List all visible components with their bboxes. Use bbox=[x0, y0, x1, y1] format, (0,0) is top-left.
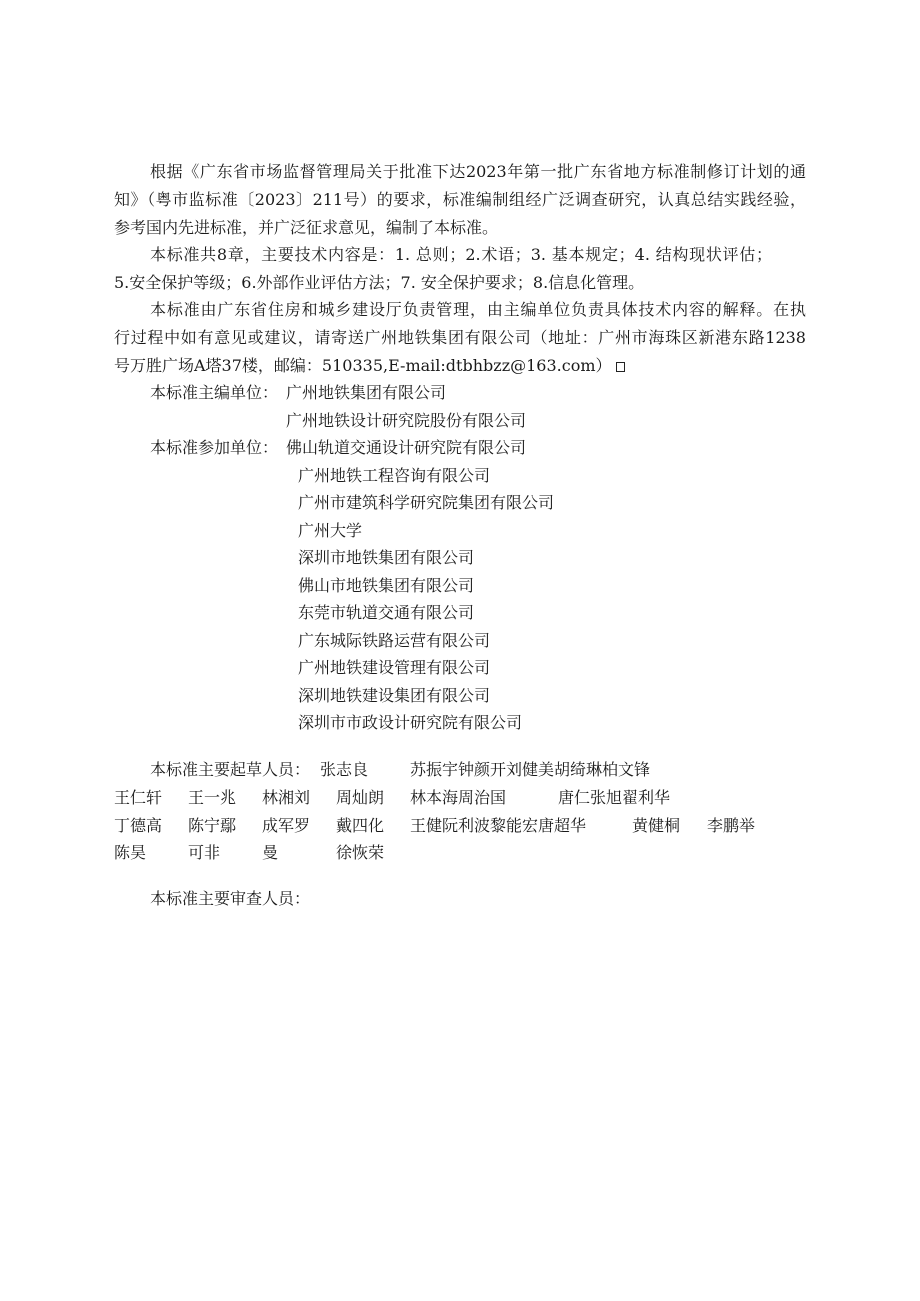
drafter-name: 成军罗 bbox=[262, 816, 311, 835]
participating-unit-item: 深圳市地铁集团有限公司 bbox=[298, 548, 475, 567]
participating-unit-item: 佛山轨道交通设计研究院有限公司 bbox=[286, 438, 527, 457]
drafter-name: 张志良 bbox=[320, 760, 369, 779]
drafter-name: 陈宁鄢 bbox=[188, 816, 237, 835]
chief-unit-item: 广州地铁集团有限公司 bbox=[286, 383, 447, 402]
drafter-name: 林湘刘 bbox=[262, 788, 311, 807]
preface-para3-line2: 行过程中如有意见或建议，请寄送广州地铁集团有限公司（地址：广州市海珠区新港东路1238 bbox=[114, 328, 806, 347]
placeholder-box-icon bbox=[616, 362, 625, 372]
drafter-name: 戴四化 bbox=[336, 816, 385, 835]
participating-units-label: 本标准参加单位： bbox=[150, 438, 279, 457]
reviewers-label: 本标准主要审查人员： bbox=[150, 889, 311, 908]
participating-unit-item: 深圳地铁建设集团有限公司 bbox=[298, 686, 491, 705]
drafter-name: 李鹏举 bbox=[707, 816, 756, 835]
participating-unit-item: 佛山市地铁集团有限公司 bbox=[298, 576, 475, 595]
participating-unit-item: 广州大学 bbox=[298, 521, 363, 540]
preface-para3-line1: 本标准由广东省住房和城乡建设厅负责管理，由主编单位负责具体技术内容的解释。在执 bbox=[150, 300, 806, 319]
drafter-name: 周灿朗 bbox=[336, 788, 385, 807]
preface-para1-line2: 知》（粤市监标准〔2023〕211号）的要求，标准编制组经广泛调查研究，认真总结实践经验， bbox=[114, 190, 806, 209]
drafter-name: 丁德高 bbox=[114, 816, 163, 835]
drafter-name: 曼 bbox=[262, 843, 279, 862]
participating-unit-item: 深圳市市政设计研究院有限公司 bbox=[298, 713, 523, 732]
preface-para1-line3: 参考国内先进标准，并广泛征求意见，编制了本标准。 bbox=[114, 218, 499, 237]
participating-unit-item: 广州地铁建设管理有限公司 bbox=[298, 658, 491, 677]
drafter-name: 陈昊 bbox=[114, 843, 147, 862]
drafter-name: 唐仁张旭翟利华 bbox=[558, 788, 671, 807]
preface-para2-line2: 5.安全保护等级；6.外部作业评估方法；7. 安全保护要求；8.信息化管理。 bbox=[114, 273, 645, 292]
drafters-label: 本标准主要起草人员： bbox=[150, 760, 311, 779]
preface-para2-line1: 本标准共8章，主要技术内容是：1. 总则；2.术语；3. 基本规定；4. 结构现状评估； bbox=[150, 245, 772, 264]
drafter-name: 苏振宇钟颜开刘健美胡绮琳柏文锋 bbox=[410, 760, 651, 779]
drafter-name: 黄健桐 bbox=[632, 816, 681, 835]
participating-unit-item: 广州市建筑科学研究院集团有限公司 bbox=[298, 493, 555, 512]
preface-para3-line3-text: 号万胜广场A塔37楼，邮编：510335,E-mail:dtbhbzz@163.com） bbox=[114, 356, 612, 375]
participating-unit-item: 东莞市轨道交通有限公司 bbox=[298, 603, 475, 622]
chief-units-label: 本标准主编单位： bbox=[150, 383, 279, 402]
participating-unit-item: 广州地铁工程咨询有限公司 bbox=[298, 466, 491, 485]
drafter-name: 徐恢荣 bbox=[336, 843, 385, 862]
drafter-name: 王仁轩 bbox=[114, 788, 163, 807]
drafter-name: 可非 bbox=[188, 843, 221, 862]
drafter-name: 王健阮利波黎能宏唐超华 bbox=[410, 816, 587, 835]
preface-para1-line1: 根据《广东省市场监督管理局关于批准下达2023年第一批广东省地方标准制修订计划的通 bbox=[150, 162, 806, 181]
drafter-name: 林本海周治国 bbox=[410, 788, 507, 807]
preface-para3-line3 bbox=[114, 356, 625, 376]
participating-unit-item: 广东城际铁路运营有限公司 bbox=[298, 631, 491, 650]
chief-unit-item: 广州地铁设计研究院股份有限公司 bbox=[286, 411, 527, 430]
drafter-name: 王一兆 bbox=[188, 788, 237, 807]
